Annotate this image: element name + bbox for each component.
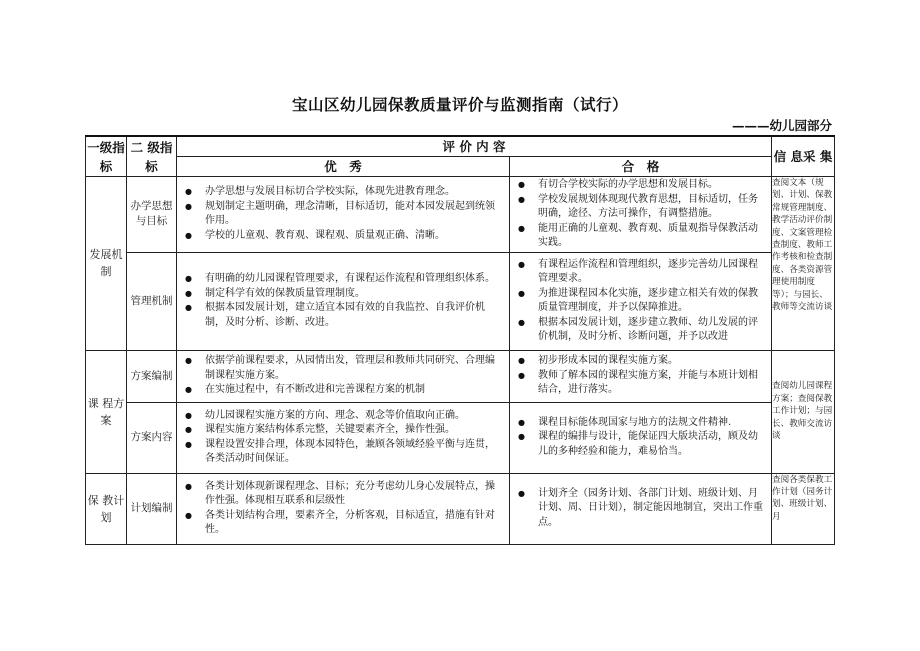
level2-cell: 方案内容 xyxy=(127,402,177,473)
list-item: ● 为推进课程园本化实施，逐步建立相关有效的保教质量管理制度，并予以保障推进。 xyxy=(518,287,765,316)
list-item: ● 各类计划体现新课程理念、目标；充分考虑幼儿身心发展特点，操作性强。体现相互联系和层级性 xyxy=(185,480,503,509)
header-info-label: 信 息采 集 xyxy=(773,149,833,164)
excellent-cell xyxy=(177,177,510,253)
list-item: ● 依据学前课程要求，从园情出发，管理层和教师共同研究、合理编制课程实施方案。 xyxy=(185,354,503,383)
excellent-cell xyxy=(177,252,510,350)
qualified-cell xyxy=(510,402,772,473)
list-item: ● 能用正确的儿童观、教育观、质量观指导保教活动实践。 xyxy=(518,222,765,251)
level1-cell: 发展机制 xyxy=(86,177,127,351)
level1-cell: 保 教计 划 xyxy=(86,473,127,544)
evaluation-table xyxy=(85,135,835,545)
list-item: ● 办学思想与发展目标切合学校实际，体现先进教育理念。 xyxy=(185,185,503,200)
list-item: ● 规划制定主题明确，理念清晰，目标适切，能对本园发展起到统领作用。 xyxy=(185,200,503,229)
table-row xyxy=(86,473,835,544)
header-level1 xyxy=(86,136,127,177)
table-row xyxy=(86,350,835,402)
qualified-cell xyxy=(510,473,772,544)
header-excellent: 优 秀 xyxy=(177,157,510,177)
info-cell: 查阅幼儿园课程方案；查阅保教工作计划；与园长、教师交流访谈 xyxy=(772,350,835,473)
level2-cell: 管理机制 xyxy=(127,252,177,350)
info-cell: 查阅各类保教工作计划（园务计划、班级计划、月 xyxy=(772,473,835,544)
list-item: ● 初步形成本园的课程实施方案。 xyxy=(518,354,765,369)
qualified-cell xyxy=(510,350,772,402)
document-subtitle: ———幼儿园部分 xyxy=(731,118,832,133)
level1-cell: 课 程方 案 xyxy=(86,350,127,473)
table-row xyxy=(86,402,835,473)
list-item: ● 计划齐全（园务计划、各部门计划、班级计划、月计划、周、日计划），制定能因地制宜，突出工作重点。 xyxy=(518,487,765,531)
list-item: ● 课程实施方案结构体系完整，关键要素齐全，操作性强。 xyxy=(185,423,503,438)
list-item: ● 学校发展规划体现现代教育思想，目标适切，任务明确，途径、方法可操作，有调整措施。 xyxy=(518,193,765,222)
list-item: ● 有切合学校实际的办学思想和发展目标。 xyxy=(518,178,765,193)
info-cell: 查阅文本（规划、计划、保教常规管理制度、教学活动评价制度、文案管理检查制度、教师工作考核和检查制度、各类资源管理使用制度等）；与园长、教师等交流访谈 xyxy=(772,177,835,351)
list-item: ● 学校的儿童观、教育观、课程观、质量观正确、清晰。 xyxy=(185,229,503,244)
list-item: ● 有课程运作流程和管理组织，逐步完善幼儿园课程管理要求。 xyxy=(518,258,765,287)
qualified-cell xyxy=(510,252,772,350)
list-item: ● 在实施过程中，有不断改进和完善课程方案的机制 xyxy=(185,383,503,398)
list-item: ● 根据本园发展计划，建立适宜本园有效的自我监控、自我评价机制，及时分析、诊断、改进。 xyxy=(185,301,503,330)
header-content: 评 价 内 容 xyxy=(177,136,772,157)
list-item: ● 制定科学有效的保教质量管理制度。 xyxy=(185,287,503,302)
excellent-cell xyxy=(177,473,510,544)
list-item: ● 各类计划结构合理，要素齐全，分析客观，目标适宜，措施有针对性。 xyxy=(185,509,503,538)
list-item: ● 幼儿园课程实施方案的方向、理念、观念等价值取向正确。 xyxy=(185,409,503,424)
list-item: ● 根据本园发展计划，逐步建立教师、幼儿发展的评价机制，及时分析、诊断问题，并予以改进 xyxy=(518,316,765,345)
document-title: 宝山区幼儿园保教质量评价与监测指南（试行） xyxy=(291,96,628,114)
header-level2-label: 二 级指 标 xyxy=(130,139,173,174)
header-qualified: 合 格 xyxy=(510,157,772,177)
list-item: ● 课程设置安排合理，体现本园特色，兼顾各领域经验平衡与连贯，各类活动时间保证。 xyxy=(185,438,503,467)
level2-cell: 办学思想与目标 xyxy=(127,177,177,253)
excellent-cell xyxy=(177,350,510,402)
level2-cell: 计划编制 xyxy=(127,473,177,544)
header-info xyxy=(772,136,835,177)
list-item: ● 有明确的幼儿园课程管理要求，有课程运作流程和管理组织体系。 xyxy=(185,272,503,287)
list-item: ● 课程的编排与设计，能保证四大版块活动，顾及幼儿的多种经验和能力，难易恰当。 xyxy=(518,430,765,459)
level2-cell: 方案编制 xyxy=(127,350,177,402)
list-item: ● 课程目标能体现国家与地方的法规文件精神. xyxy=(518,416,765,431)
header-level1-label: 一级指标 xyxy=(87,139,125,174)
list-item: ● 教师了解本园的课程实施方案，并能与本班计划相结合，进行落实。 xyxy=(518,369,765,398)
table-row xyxy=(86,177,835,253)
header-level2 xyxy=(127,136,177,177)
table-row xyxy=(86,252,835,350)
excellent-cell xyxy=(177,402,510,473)
qualified-cell xyxy=(510,177,772,253)
